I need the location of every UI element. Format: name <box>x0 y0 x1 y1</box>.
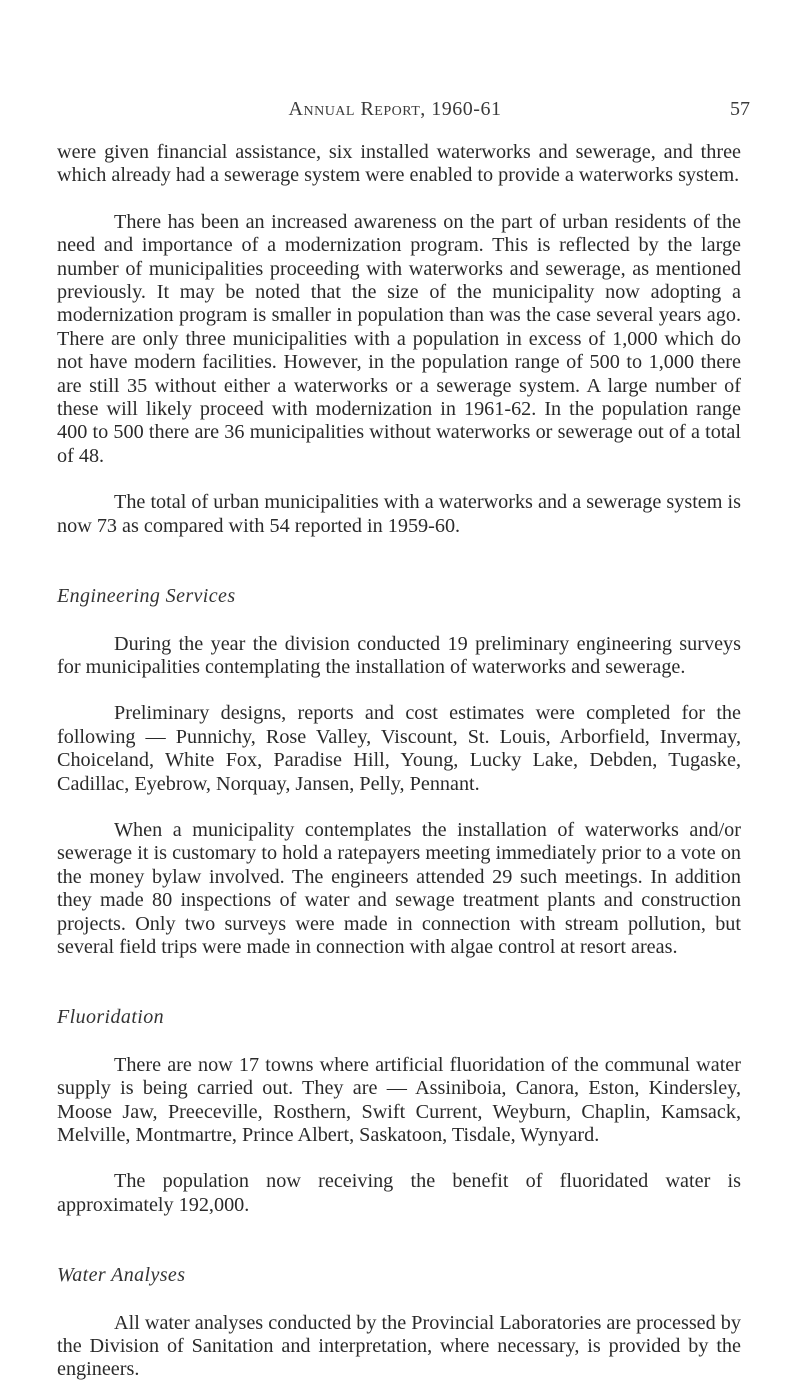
running-title: Annual Report, 1960-61 <box>288 98 502 120</box>
running-head <box>40 98 750 122</box>
paragraph-modernization: There has been an increased awareness on the part of urban residents of the need and importance of a modernization program. This is reflected by the large number of municipalities proceeding with waterworks and sewerage, as mentioned previously. It may be noted that the size of the municipality now adopting a modernization program is smaller in population than was the case several years ago. There are only three municipalities with a population in excess of 1,000 which do not have modern facilities. However, in the population range of 500 to 1,000 there are still 35 without either a waterworks or a sewerage system. A large number of these will likely proceed with modernization in 1961-62. In the population range 400 to 500 there are 36 municipalities without waterworks or sewerage out of a total of 48. <box>57 210 741 467</box>
paragraph-gap <box>57 679 741 702</box>
paragraph-continuation: were given financial assistance, six installed waterworks and sewerage, and three which already had a sewerage system were enabled to provide a waterworks system. <box>57 141 741 187</box>
paragraph-gap <box>57 796 741 819</box>
section-gap <box>57 959 741 1006</box>
paragraph-water-analyses: All water analyses conducted by the Provincial Laboratories are processed by the Division of Sanitation and interpretation, where necessary, is provided by the engineers. <box>57 1311 741 1381</box>
body-text <box>57 141 741 1382</box>
heading-fluoridation: Fluoridation <box>57 1006 165 1029</box>
paragraph-gap <box>57 188 741 211</box>
paragraph-gap <box>57 468 741 491</box>
section-gap <box>57 1217 741 1264</box>
paragraph-fluoridation-population: The population now receiving the benefit of fluoridated water is approximately 192,000. <box>57 1170 741 1216</box>
paragraph-gap <box>57 1147 741 1170</box>
section-gap <box>57 1288 741 1312</box>
section-gap <box>57 1030 741 1054</box>
paragraph-surveys: During the year the division conducted 19 preliminary engineering surveys for municipalities contemplating the installation of waterworks and sewerage. <box>57 632 741 678</box>
heading-water-analyses: Water Analyses <box>57 1264 186 1287</box>
paragraph-fluoridation-towns: There are now 17 towns where artificial fluoridation of the communal water supply is being carried out. They are — Assiniboia, Canora, Eston, Kindersley, Moose Jaw, Preeceville, Rosthern, Swift Current, Weyburn, Chaplin, Kamsack, Melville, Montmartre, Prince Albert, Saskatoon, Tisdale, Wynyard. <box>57 1053 741 1146</box>
section-gap <box>57 609 741 633</box>
paragraph-designs: Preliminary designs, reports and cost estimates were completed for the following — Punnichy, Rose Valley, Viscount, St. Louis, Arborfield, Invermay, Choiceland, White Fox, Paradise Hill, Young, Lucky Lake, Debden, Tugaske, Cadillac, Eyebrow, Norquay, Jansen, Pelly, Pennant. <box>57 702 741 795</box>
heading-engineering-services: Engineering Services <box>57 585 236 608</box>
paragraph-meetings: When a municipality contemplates the installation of waterworks and/or sewerage it is customary to hold a ratepayers meeting immediately prior to a vote on the money bylaw involved. The engineers attended 29 such meetings. In addition they made 80 inspections of water and sewage treatment plants and construction projects. Only two surveys were made in connection with stream pollution, but several field trips were made in connection with algae control at resort areas. <box>57 818 741 958</box>
paragraph-urban-total: The total of urban municipalities with a waterworks and a sewerage system is now 73 as compared with 54 reported in 1959-60. <box>57 491 741 537</box>
section-gap <box>57 538 741 585</box>
page-number: 57 <box>730 98 750 120</box>
